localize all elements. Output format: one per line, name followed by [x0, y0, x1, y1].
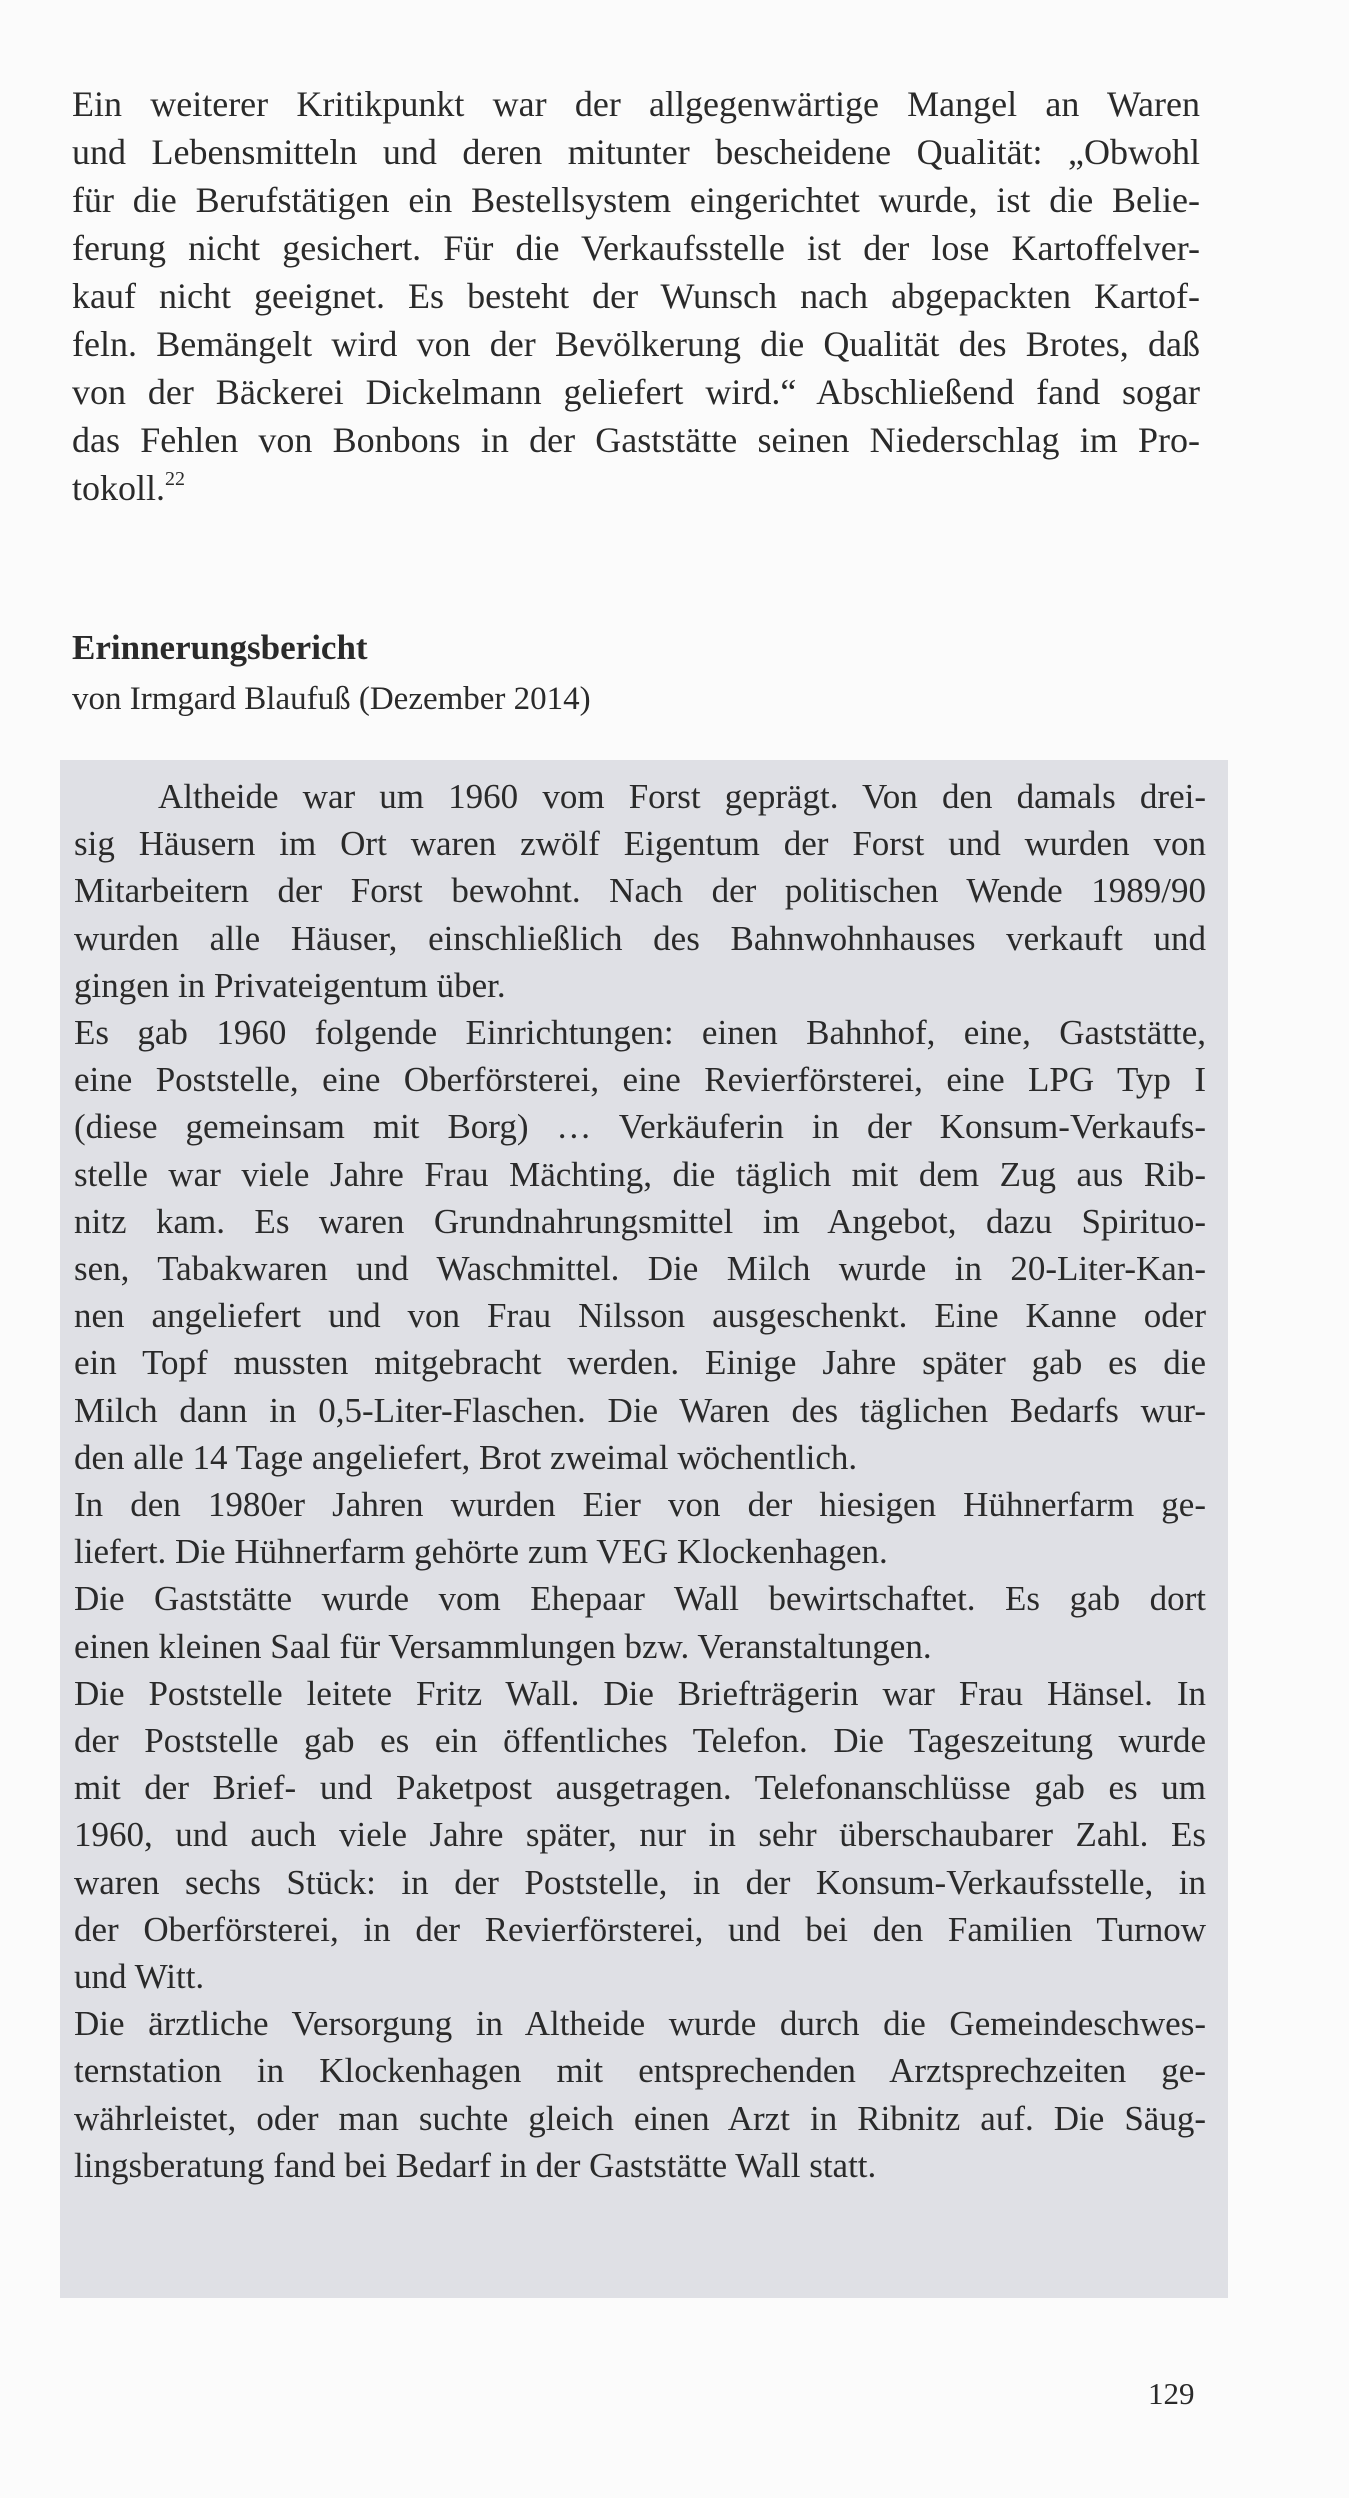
- text-line: den alle 14 Tage angeliefert, Brot zweimal wöchentlich.: [74, 1437, 858, 1477]
- text-line-content: tokoll.: [72, 468, 166, 508]
- text-line: nitz kam. Es waren Grundnahrungsmittel im Angebot, dazu Spirituo-: [74, 1201, 1206, 1241]
- text-line: ternstation in Klockenhagen mit entsprechenden Arztsprechzeiten ge-: [74, 2051, 1206, 2091]
- text-line: sen, Tabakwaren und Waschmittel. Die Milch wurde in 20-Liter-Kan-: [74, 1249, 1206, 1289]
- text-line: lingsberatung fand bei Bedarf in der Gaststätte Wall statt.: [74, 2145, 877, 2185]
- text-line: gingen in Privateigentum über.: [74, 965, 506, 1005]
- text-line: Altheide war um 1960 vom Forst geprägt. Von den damals drei-: [158, 777, 1206, 816]
- text-line: mit der Brief- und Paketpost ausgetragen. Telefonanschlüsse gab es um: [74, 1768, 1206, 1808]
- footnote-reference: 22: [165, 468, 186, 490]
- text-line: Mitarbeitern der Forst bewohnt. Nach der politischen Wende 1989/90: [74, 871, 1206, 911]
- page-number: 129: [1148, 2376, 1195, 2411]
- text-line: wurden alle Häuser, einschließlich des Bahnwohnhauses verkauft und: [74, 918, 1206, 958]
- text-line: währleistet, oder man suchte gleich einen Arzt in Ribnitz auf. Die Säug-: [74, 2098, 1206, 2138]
- text-line: Die ärztliche Versorgung in Altheide wurde durch die Gemeindeschwes-: [74, 2004, 1206, 2044]
- text-line: liefert. Die Hühnerfarm gehörte zum VEG Klockenhagen.: [74, 1532, 888, 1572]
- text-line: der Oberförsterei, in der Revierförsterei, und bei den Familien Turnow: [74, 1909, 1206, 1949]
- section-heading: Erinnerungsbericht: [72, 628, 368, 667]
- text-line: In den 1980er Jahren wurden Eier von der hiesigen Hühnerfarm ge-: [74, 1485, 1206, 1525]
- text-line: für die Berufstätigen ein Bestellsystem eingerichtet wurde, ist die Belie-: [72, 180, 1200, 220]
- text-line: das Fehlen von Bonbons in der Gaststätte seinen Niederschlag im Pro-: [72, 420, 1200, 460]
- text-line: und Lebensmitteln und deren mitunter bescheidene Qualität: „Obwohl: [72, 132, 1200, 172]
- memoir-text: [74, 773, 1206, 2189]
- text-line: Die Gaststätte wurde vom Ehepaar Wall bewirtschaftet. Es gab dort: [74, 1579, 1206, 1619]
- text-line: Die Poststelle leitete Fritz Wall. Die Briefträgerin war Frau Hänsel. In: [74, 1673, 1206, 1713]
- text-line-last: [72, 464, 1200, 512]
- text-line: Ein weiterer Kritikpunkt war der allgegenwärtige Mangel an Waren: [72, 84, 1200, 124]
- text-line: feln. Bemängelt wird von der Bevölkerung die Qualität des Brotes, daß: [72, 324, 1200, 364]
- text-line: nen angeliefert und von Frau Nilsson ausgeschenkt. Eine Kanne oder: [74, 1296, 1206, 1336]
- text-line: kauf nicht geeignet. Es besteht der Wunsch nach abgepackten Kartof-: [72, 276, 1200, 316]
- text-line: und Witt.: [74, 1957, 205, 1997]
- text-line: Es gab 1960 folgende Einrichtungen: einen Bahnhof, eine, Gaststätte,: [74, 1013, 1206, 1053]
- text-line: von der Bäckerei Dickelmann geliefert wird.“ Abschließend fand sogar: [72, 372, 1200, 412]
- text-line: der Poststelle gab es ein öffentliches Telefon. Die Tageszeitung wurde: [74, 1721, 1206, 1761]
- text-line: einen kleinen Saal für Versammlungen bzw. Veranstaltungen.: [74, 1626, 932, 1666]
- intro-paragraph: [72, 80, 1200, 512]
- text-line: Milch dann in 0,5-Liter-Flaschen. Die Waren des täglichen Bedarfs wur-: [74, 1390, 1206, 1430]
- text-line: ferung nicht gesichert. Für die Verkaufsstelle ist der lose Kartoffelver-: [72, 228, 1200, 268]
- section-byline: von Irmgard Blaufuß (Dezember 2014): [72, 681, 591, 717]
- text-line: sig Häusern im Ort waren zwölf Eigentum der Forst und wurden von: [74, 824, 1206, 864]
- text-line: ein Topf mussten mitgebracht werden. Einige Jahre später gab es die: [74, 1343, 1206, 1383]
- text-line: eine Poststelle, eine Oberförsterei, eine Revierförsterei, eine LPG Typ I: [74, 1060, 1206, 1100]
- text-line: stelle war viele Jahre Frau Mächting, die täglich mit dem Zug aus Rib-: [74, 1154, 1206, 1194]
- text-line: 1960, und auch viele Jahre später, nur in sehr überschaubarer Zahl. Es: [74, 1815, 1206, 1855]
- text-line: waren sechs Stück: in der Poststelle, in der Konsum-Verkaufsstelle, in: [74, 1862, 1206, 1902]
- memoir-box: [60, 760, 1228, 2298]
- text-line: (diese gemeinsam mit Borg) … Verkäuferin in der Konsum-Verkaufs-: [74, 1107, 1206, 1147]
